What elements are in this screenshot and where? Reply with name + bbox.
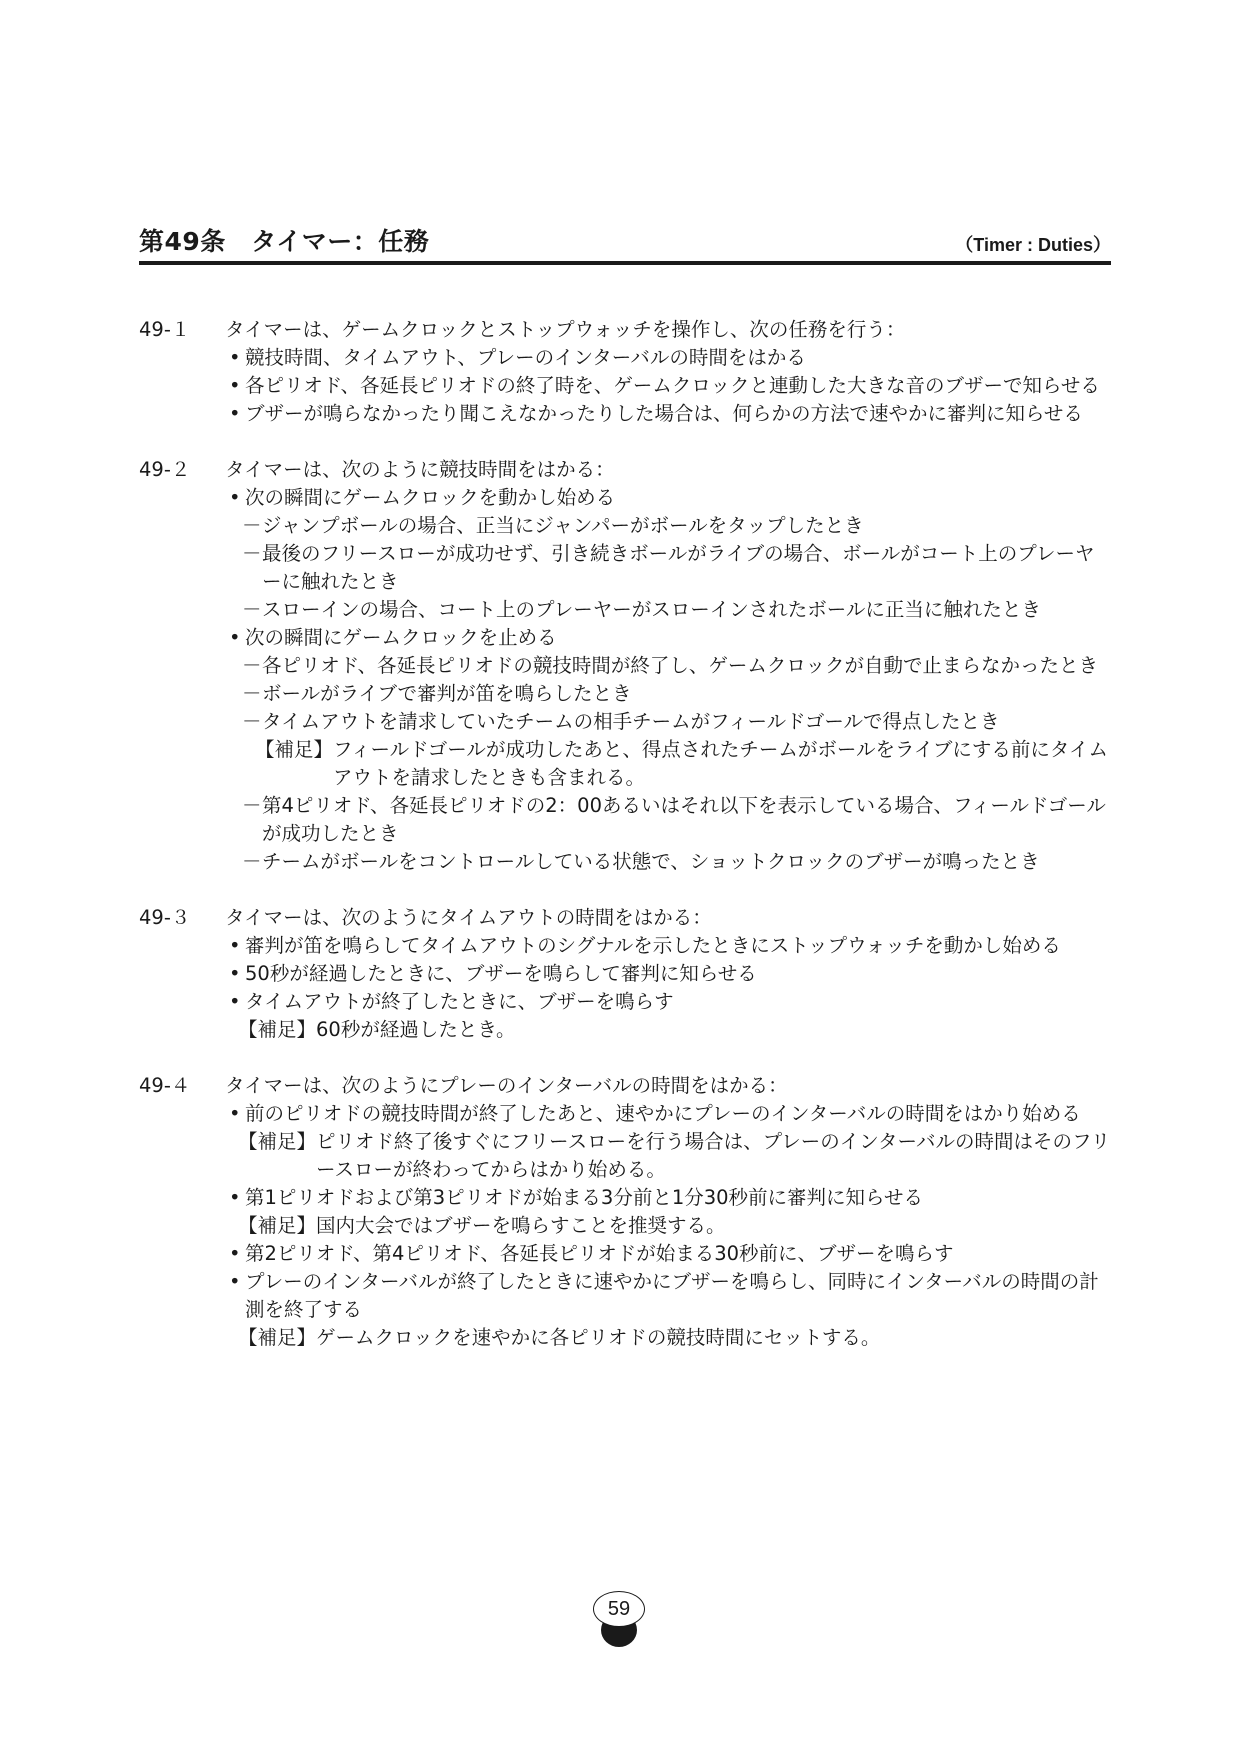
section-heading <box>139 456 1111 484</box>
section-heading <box>139 904 1111 932</box>
supplement-text: 国内大会ではブザーを鳴らすことを推奨する。 <box>316 1214 726 1237</box>
supplement-note <box>225 1212 1111 1240</box>
supplement-label: 【補足】 <box>238 1326 317 1349</box>
header-rule <box>139 261 1111 265</box>
bullet-item: • 第1ピリオドおよび第3ピリオドが始まる3分前と1分30秒前に審判に知らせる <box>225 1184 1111 1212</box>
dash-subitem: － 第4ピリオド、各延長ピリオドの2：00あるいはそれ以下を表示している場合、フィールドゴールが成功したとき <box>225 792 1111 848</box>
section-items <box>225 484 1111 876</box>
bullet-item: • 次の瞬間にゲームクロックを止める <box>225 624 1111 652</box>
bullet-item: • ブザーが鳴らなかったり聞こえなかったりした場合は、何らかの方法で速やかに審判に知らせる <box>225 400 1111 428</box>
bullet-item: • タイムアウトが終了したときに、ブザーを鳴らす <box>225 988 1111 1016</box>
dash-subitem: － 最後のフリースローが成功せず、引き続きボールがライブの場合、ボールがコート上のプレーヤーに触れたとき <box>225 540 1111 596</box>
dash-subitem: － ボールがライブで審判が笛を鳴らしたとき <box>225 680 1111 708</box>
article-body <box>139 316 1111 1380</box>
bullet-item: • 審判が笛を鳴らしてタイムアウトのシグナルを示したときにストップウォッチを動かし始める <box>225 932 1111 960</box>
dash-subitem: － スローインの場合、コート上のプレーヤーがスローインされたボールに正当に触れたとき <box>225 596 1111 624</box>
dash-subitem: － タイムアウトを請求していたチームの相手チームがフィールドゴールで得点したとき <box>225 708 1111 736</box>
bullet-item: • 次の瞬間にゲームクロックを動かし始める <box>225 484 1111 512</box>
supplement-note <box>225 1324 1111 1352</box>
supplement-note <box>225 1128 1111 1184</box>
section-number: 49-３ <box>139 906 191 929</box>
section-lead-text: タイマーは、ゲームクロックとストップウォッチを操作し、次の任務を行う： <box>225 318 906 341</box>
section <box>139 904 1111 1044</box>
section <box>139 1072 1111 1352</box>
section <box>139 316 1111 428</box>
section-heading <box>139 1072 1111 1100</box>
section-number: 49-４ <box>139 1074 191 1097</box>
dash-subitem: － ジャンプボールの場合、正当にジャンパーがボールをタップしたとき <box>225 512 1111 540</box>
section-lead-text: タイマーは、次のように競技時間をはかる： <box>225 458 615 481</box>
page-number-badge <box>593 1591 645 1659</box>
section-number: 49-１ <box>139 318 191 341</box>
bullet-item: • プレーのインターバルが終了したときに速やかにブザーを鳴らし、同時にインターバルの時間の計測を終了する <box>225 1268 1111 1324</box>
section-items <box>225 1100 1111 1352</box>
bullet-item: • 前のピリオドの競技時間が終了したあと、速やかにプレーのインターバルの時間をはかり始める <box>225 1100 1111 1128</box>
supplement-text: フィールドゴールが成功したあと、得点されたチームがボールをライブにする前にタイムアウトを請求したときも含まれる。 <box>333 738 1108 789</box>
section-number: 49-２ <box>139 458 191 481</box>
page-header <box>139 222 1111 258</box>
bullet-item: • 第2ピリオド、第4ピリオド、各延長ピリオドが始まる30秒前に、ブザーを鳴らす <box>225 1240 1111 1268</box>
section-items <box>225 344 1111 428</box>
supplement-label: 【補足】 <box>255 738 334 761</box>
supplement-text: ゲームクロックを速やかに各ピリオドの競技時間にセットする。 <box>316 1326 881 1349</box>
section <box>139 456 1111 876</box>
section-heading <box>139 316 1111 344</box>
supplement-note <box>225 736 1111 792</box>
supplement-note <box>225 1016 1111 1044</box>
dash-subitem: － チームがボールをコントロールしている状態で、ショットクロックのブザーが鳴ったとき <box>225 848 1111 876</box>
section-items <box>225 932 1111 1044</box>
bullet-item: • 50秒が経過したときに、ブザーを鳴らして審判に知らせる <box>225 960 1111 988</box>
article-title: 第49条 タイマー：任務 <box>139 227 430 256</box>
supplement-label: 【補足】 <box>238 1214 317 1237</box>
page-number: 59 <box>593 1591 645 1627</box>
supplement-text: ピリオド終了後すぐにフリースローを行う場合は、プレーのインターバルの時間はそのフリースローが終わってからはかり始める。 <box>316 1130 1111 1181</box>
section-lead-text: タイマーは、次のようにタイムアウトの時間をはかる： <box>225 906 712 929</box>
bullet-item: • 競技時間、タイムアウト、プレーのインターバルの時間をはかる <box>225 344 1111 372</box>
supplement-text: 60秒が経過したとき。 <box>316 1018 516 1041</box>
dash-subitem: － 各ピリオド、各延長ピリオドの競技時間が終了し、ゲームクロックが自動で止まらなかったとき <box>225 652 1111 680</box>
supplement-label: 【補足】 <box>238 1130 317 1153</box>
section-lead-text: タイマーは、次のようにプレーのインターバルの時間をはかる： <box>225 1074 788 1097</box>
supplement-label: 【補足】 <box>238 1018 317 1041</box>
bullet-item: • 各ピリオド、各延長ピリオドの終了時を、ゲームクロックと連動した大きな音のブザーで知らせる <box>225 372 1111 400</box>
article-english-title: （Timer : Duties） <box>955 235 1111 255</box>
